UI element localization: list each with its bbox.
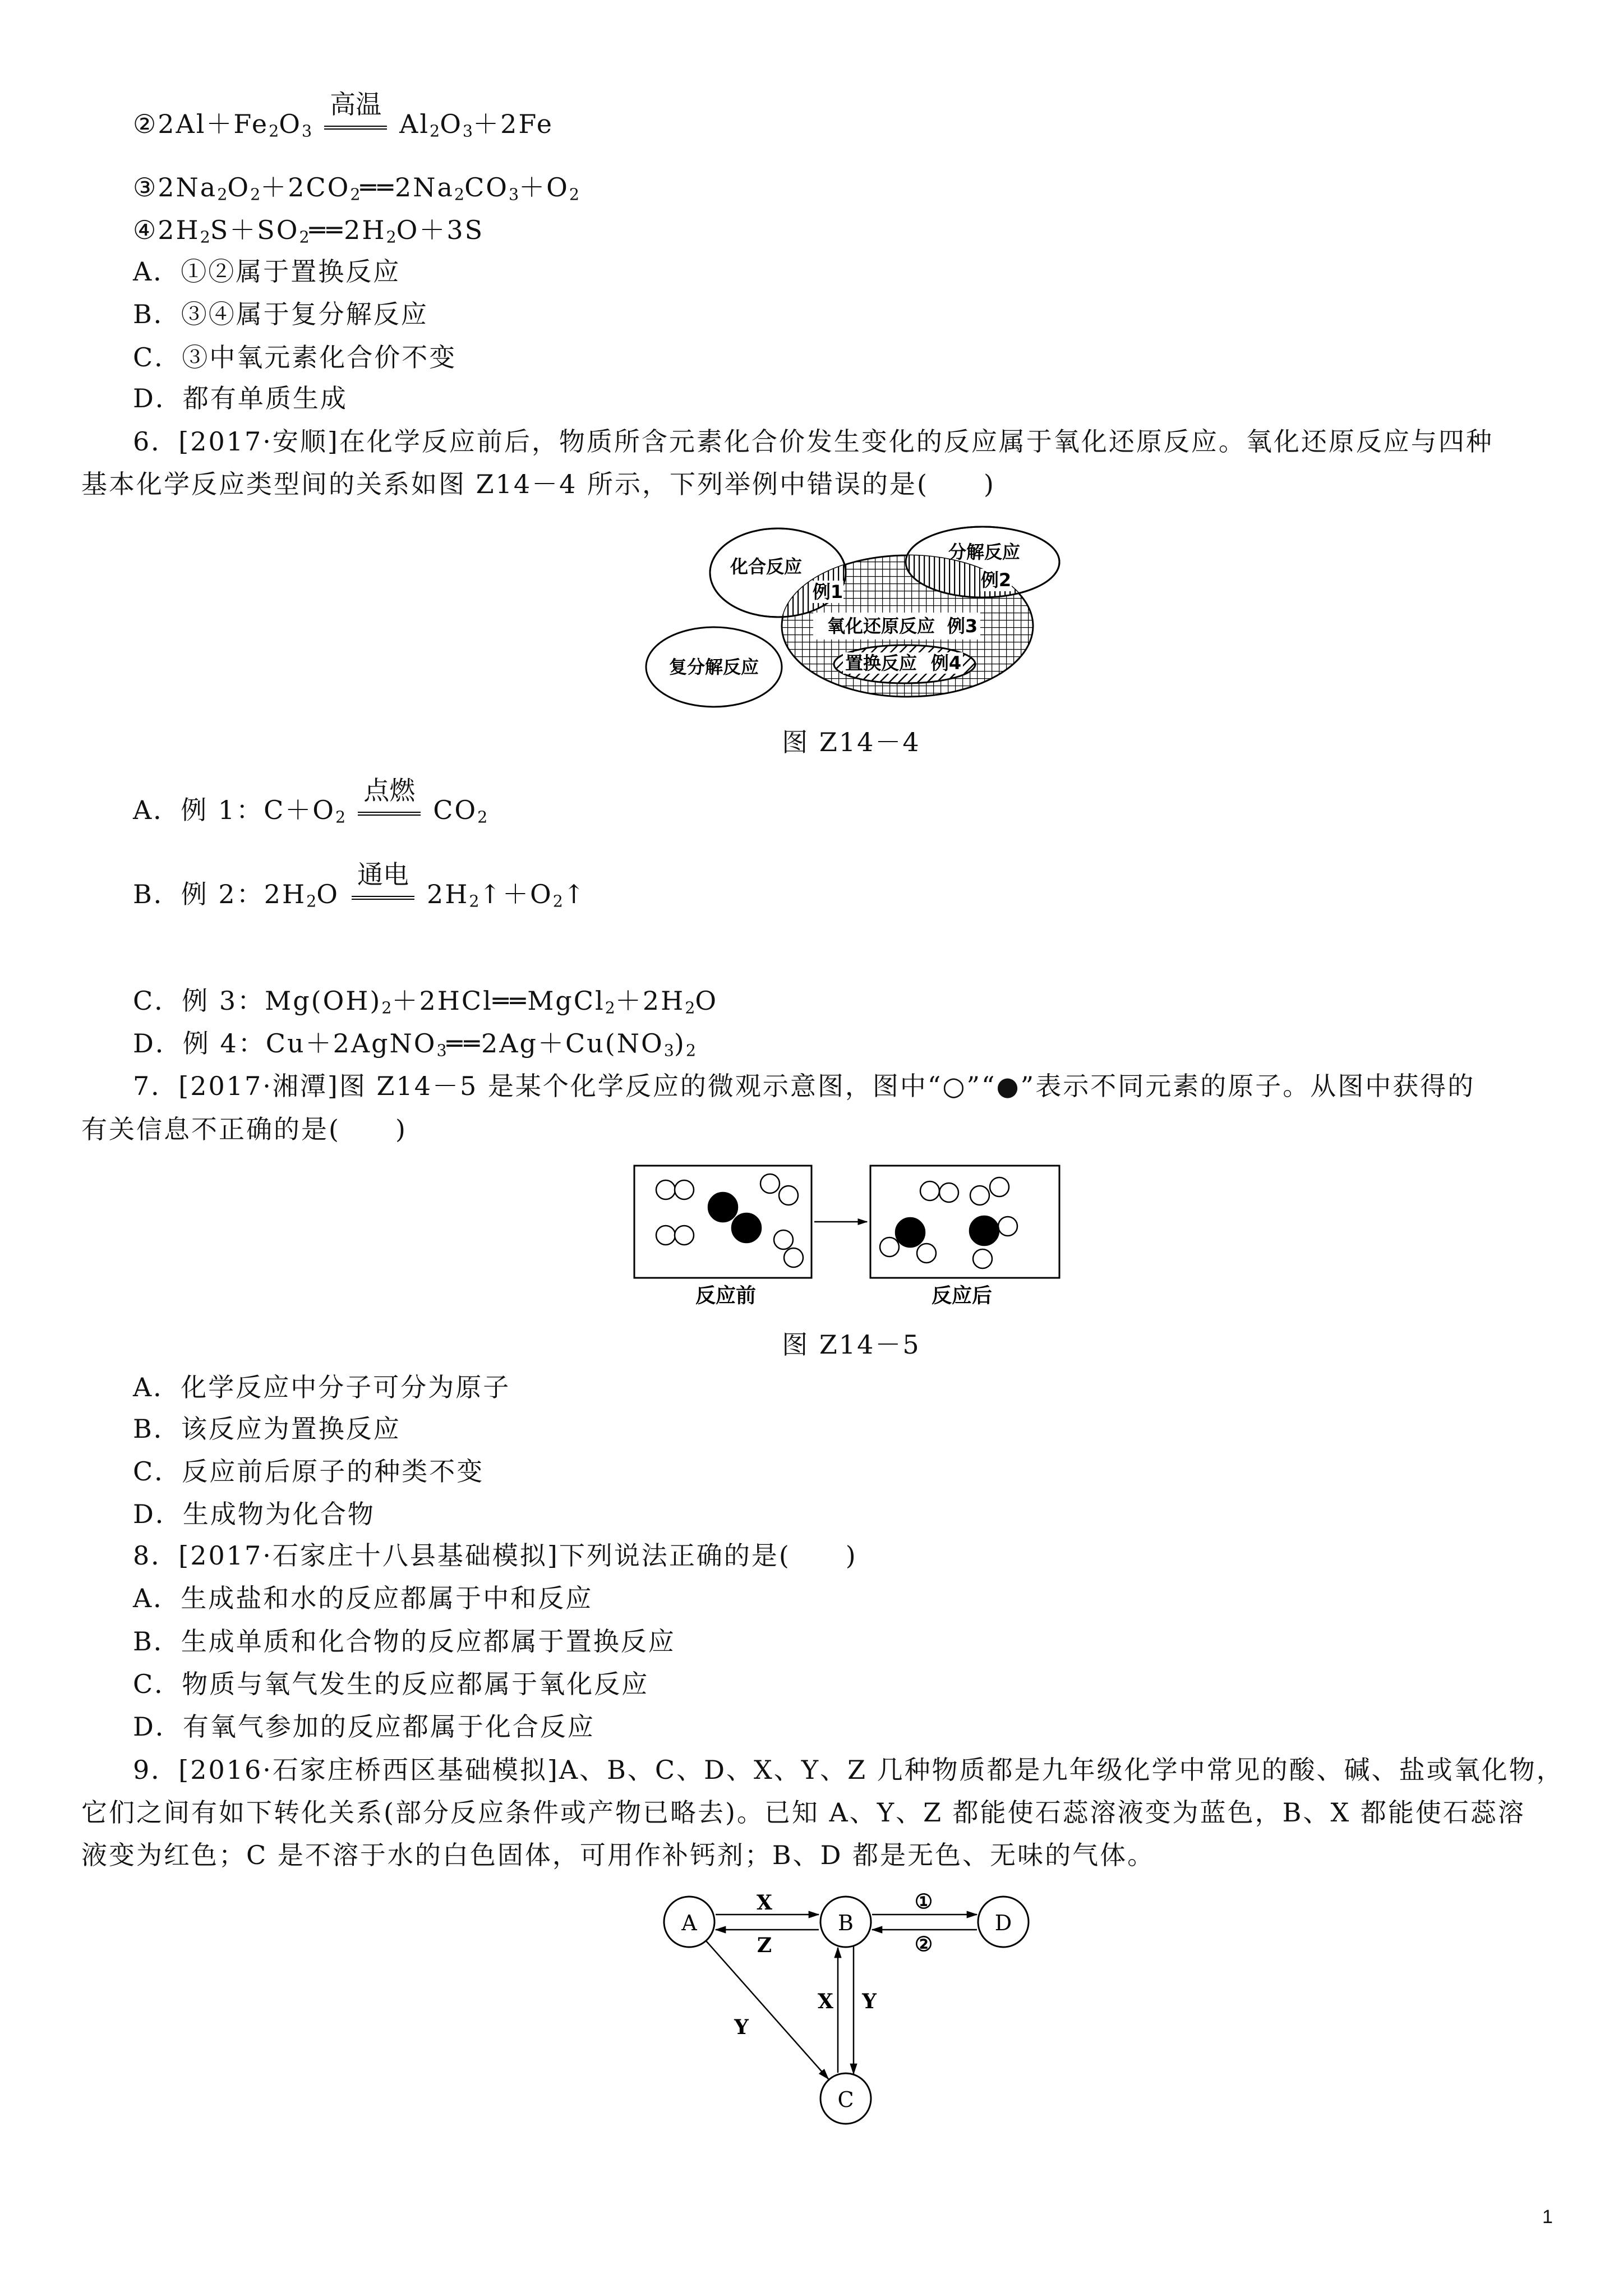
reaction-condition xyxy=(358,775,421,827)
white-atom xyxy=(973,1249,992,1268)
q6-stem-line-2: 基本化学反应类型间的关系如图 Z14－4 所示，下列举例中错误的是( ) xyxy=(81,469,995,499)
white-atom xyxy=(656,1180,675,1199)
q6-option-a xyxy=(133,775,488,827)
q5-equation-3: $③2Na_2O_2+2CO_2══2Na_2CO_3+O_2$ xyxy=(133,172,580,204)
after-reaction-box xyxy=(870,1166,1059,1278)
edge-b-to-a-label: Z xyxy=(757,1934,772,1957)
example4-label: 例4 xyxy=(930,652,962,674)
white-atom xyxy=(990,1177,1009,1197)
double-decomposition-label: 复分解反应 xyxy=(668,656,759,678)
page-number: 1 xyxy=(1542,2206,1553,2228)
combination-reaction-label: 化合反应 xyxy=(730,556,803,577)
q9-transformation-diagram xyxy=(645,1885,1038,2132)
redox-reaction-label: 氧化还原反应 xyxy=(827,615,935,637)
q9-stem-line-3: 液变为红色；C 是不溶于水的白色固体，可用作补钙剂；B、D 都是无色、无味的气体。 xyxy=(81,1840,1155,1870)
equation-reactants: $②2Al+Fe_2O_3$ xyxy=(133,109,312,141)
double-line-sign xyxy=(324,126,387,130)
white-atom xyxy=(939,1183,958,1202)
edge-a-to-c-label: Y xyxy=(734,2016,749,2039)
q5-option-d: D．都有单质生成 xyxy=(133,383,348,413)
q7-option-d: D．生成物为化合物 xyxy=(133,1499,375,1529)
option-prefix: A．例 1： xyxy=(133,795,264,825)
q7-stem-line-1: 7．[2017·湘潭]图 Z14－5 是某个化学反应的微观示意图，图中“○”“●”表示不同元素的原子。从图中获得的 xyxy=(133,1071,1476,1101)
option-prefix: B．例 2： xyxy=(133,879,264,909)
q5-equation-4: $④2H_2S+SO_2══2H_2O+3S$ xyxy=(133,215,485,247)
q8-option-d: D．有氧气参加的反应都属于化合反应 xyxy=(133,1711,595,1742)
white-atom xyxy=(998,1217,1017,1236)
white-atom xyxy=(784,1248,803,1267)
edge-b-to-c-label: Y xyxy=(862,1990,877,2013)
example2-label: 例2 xyxy=(980,569,1012,591)
q8-stem: 8．[2017·石家庄十八县基础模拟]下列说法正确的是( ) xyxy=(133,1540,857,1571)
equation-products: $2H_2↑+O_2↑$ xyxy=(426,879,587,911)
figure-z14-4-venn-diagram xyxy=(639,516,1071,718)
q7-option-c: C．反应前后原子的种类不变 xyxy=(133,1456,485,1487)
equation-reactants: $C+O_2$ xyxy=(264,795,346,827)
white-atom xyxy=(760,1174,780,1193)
white-atom xyxy=(779,1186,798,1205)
node-a-label: A xyxy=(681,1911,697,1935)
edge-b-to-d-label: ① xyxy=(914,1890,933,1913)
condition-label: 通电 xyxy=(357,859,409,890)
white-atom xyxy=(920,1181,939,1200)
reaction-condition xyxy=(352,859,414,911)
black-atom xyxy=(732,1213,761,1243)
q6-option-b xyxy=(133,859,587,911)
example3-label: 例3 xyxy=(947,615,978,637)
q5-option-a: A．①②属于置换反应 xyxy=(133,256,401,287)
equation-products: $Al_2O_3+2Fe$ xyxy=(399,109,554,141)
option-prefix: D．例 4： xyxy=(133,1028,266,1059)
displacement-reaction-label: 置换反应 xyxy=(845,652,917,674)
option-prefix: C．例 3： xyxy=(133,986,265,1016)
equation-reactants: $2H_2O$ xyxy=(264,879,339,911)
figure-z14-4-caption: 图 Z14－4 xyxy=(782,727,921,757)
q5-equation-2 xyxy=(133,89,554,141)
q6-option-d xyxy=(133,1027,696,1060)
black-atom xyxy=(708,1193,737,1222)
white-atom xyxy=(880,1237,899,1257)
q8-option-b: B．生成单质和化合物的反应都属于置换反应 xyxy=(133,1626,676,1657)
condition-label: 点燃 xyxy=(363,775,416,806)
decomposition-reaction-label: 分解反应 xyxy=(948,541,1021,563)
condition-label: 高温 xyxy=(330,89,382,119)
white-atom xyxy=(774,1230,793,1249)
double-line-sign xyxy=(358,812,421,816)
q8-option-a: A．生成盐和水的反应都属于中和反应 xyxy=(133,1583,593,1613)
edge-c-to-b-label: X xyxy=(818,1990,833,2013)
q7-stem-line-2: 有关信息不正确的是( ) xyxy=(81,1114,407,1144)
q9-stem-line-1: 9．[2016·石家庄桥西区基础模拟]A、B、C、D、X、Y、Z 几种物质都是九年级化学中常见的酸、碱、盐或氧化物， xyxy=(133,1755,1564,1785)
q5-option-b: B．③④属于复分解反应 xyxy=(133,299,428,329)
arrow-a-to-c xyxy=(706,1941,828,2079)
q6-option-c xyxy=(133,984,718,1018)
q5-option-c: C．③中氧元素化合价不变 xyxy=(133,342,457,372)
white-atom xyxy=(675,1180,694,1199)
equation: $Mg(OH)_2+2HCl══MgCl_2+2H_2O$ xyxy=(265,986,718,1018)
after-reaction-label: 反应后 xyxy=(931,1284,993,1308)
node-d-label: D xyxy=(994,1911,1012,1935)
black-atom xyxy=(896,1218,925,1247)
edge-a-to-b-label: X xyxy=(757,1891,772,1915)
white-atom xyxy=(656,1226,675,1245)
node-b-label: B xyxy=(838,1911,854,1935)
white-atom xyxy=(675,1226,694,1245)
q8-option-c: C．物质与氧气发生的反应都属于氧化反应 xyxy=(133,1669,649,1699)
white-atom xyxy=(970,1186,989,1205)
figure-z14-5-molecular-diagram xyxy=(628,1156,1071,1313)
q6-stem-line-1: 6．[2017·安顺]在化学反应前后，物质所含元素化合价发生变化的反应属于氧化还原反应。氧化还原反应与四种 xyxy=(133,426,1493,457)
q9-stem-line-2: 它们之间有如下转化关系(部分反应条件或产物已略去)。已知 A、Y、Z 都能使石蕊溶液变为蓝色，B、X 都能使石蕊溶 xyxy=(81,1797,1525,1828)
equation-products: $CO_2$ xyxy=(433,795,488,827)
figure-z14-5-caption: 图 Z14－5 xyxy=(782,1329,921,1360)
q7-option-b: B．该反应为置换反应 xyxy=(133,1414,401,1444)
black-atom xyxy=(970,1216,999,1245)
equation: $Cu+2AgNO_3══2Ag+Cu(NO_3)_2$ xyxy=(265,1028,696,1060)
q7-option-a: A．化学反应中分子可分为原子 xyxy=(133,1372,511,1402)
before-reaction-label: 反应前 xyxy=(695,1284,757,1308)
example1-label: 例1 xyxy=(812,581,843,602)
white-atom xyxy=(917,1244,936,1263)
node-c-label: C xyxy=(837,2087,854,2112)
double-line-sign xyxy=(352,896,414,900)
reaction-condition xyxy=(324,89,387,141)
edge-d-to-b-label: ② xyxy=(914,1932,933,1956)
